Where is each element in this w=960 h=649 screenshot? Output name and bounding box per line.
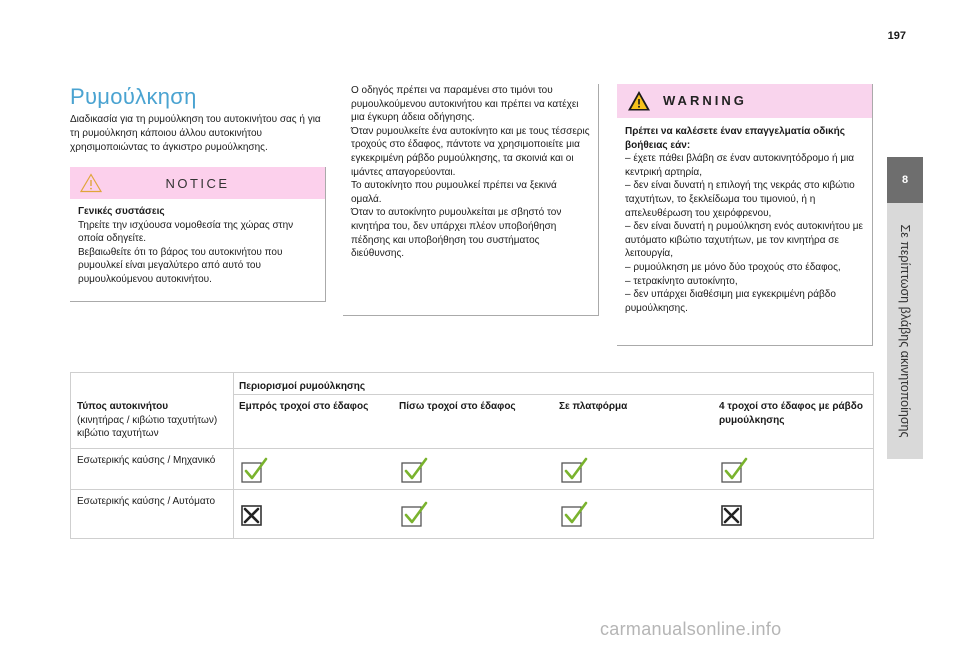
- warning-triangle-icon: [80, 173, 102, 193]
- chapter-tab-label[interactable]: [887, 203, 923, 459]
- warning-item: – δεν υπάρχει διαθέσιμη μια εγκεκριμένη ράβδο ρυμούλκησης.: [625, 289, 836, 314]
- chapter-tab-title: Σε περίπτωση βλάβης ακινητοποίησης: [898, 224, 912, 438]
- instruction-paragraph: Όταν ρυμουλκείτε ένα αυτοκίνητο και με τους τέσσερις τροχούς στο έδαφος, πάντοτε να χρησιμοποιείτε μια εγκεκριμένη ράβδο ρυμούλκησης, τα σκοινιά και οι ιμάντες απαγορεύονται.: [351, 125, 590, 178]
- type-header-title: Τύπος αυτοκινήτου: [77, 401, 169, 412]
- warning-item: – δεν είναι δυνατή η επιλογή της νεκράς στο κιβώτιο ταχυτήτων, το ξεκλείδωμα του τιμονιού, ή η απελευθέρωση του χειρόφρενου,: [625, 180, 855, 219]
- warning-heading: Πρέπει να καλέσετε έναν επαγγελματία οδικής βοήθειας εάν:: [625, 126, 845, 151]
- warning-header: [617, 84, 872, 118]
- instruction-paragraph: Ο οδηγός πρέπει να παραμένει στο τιμόνι του ρυμουλκούμενου αυτοκινήτου και πρέπει να κατέχει μια έγκυρη άδεια οδήγησης.: [351, 85, 579, 124]
- warning-body: [617, 118, 872, 319]
- notice-paragraph-2: Βεβαιωθείτε ότι το βάρος του αυτοκινήτου που ρυμουλκεί είναι μεγαλύτερο από αυτό του ρυμουλκούμενου αυτοκινήτου.: [78, 246, 283, 285]
- chapter-tab-number[interactable]: 8: [887, 157, 923, 203]
- instruction-paragraph: Όταν το αυτοκίνητο ρυμουλκείται με σβηστό τον κινητήρα του, δεν υπάρχει πλέον υποβοήθηση πέδησης και υποβοήθηση του συστήματος διεύθυνσης.: [351, 207, 562, 260]
- warning-triangle-icon: [627, 90, 651, 112]
- towing-instructions: [343, 84, 599, 316]
- warning-header-text: WARNING: [663, 93, 747, 108]
- check-icon: [561, 501, 589, 527]
- page-number: 197: [887, 30, 906, 42]
- cross-icon: [241, 501, 269, 527]
- notice-header: [70, 167, 325, 199]
- section-intro: Διαδικασία για τη ρυμούλκηση του αυτοκινήτου σας ή για τη ρυμούλκηση κάποιου άλλου αυτοκινήτου χρησιμοποιώντας το άγκιστρο ρυμούλκησης.: [70, 114, 321, 153]
- warning-item: – δεν είναι δυνατή η ρυμούλκηση ενός αυτοκινήτου με αυτόματο κιβώτιο ταχυτήτων, με τον κινητήρα σε λειτουργία,: [625, 221, 863, 260]
- table-caption: Περιορισμοί ρυμούλκησης: [239, 381, 366, 392]
- notice-heading: Γενικές συστάσεις: [78, 206, 165, 217]
- check-icon: [401, 457, 429, 483]
- section-title: Ρυμούλκηση: [70, 84, 197, 109]
- type-header: [71, 395, 233, 446]
- notice-header-text: NOTICE: [165, 175, 230, 191]
- notice-paragraph-1: Τηρείτε την ισχύουσα νομοθεσία της χώρας στην οποία οδηγείτε.: [78, 219, 294, 245]
- column-header: Σε πλατφόρμα: [559, 401, 628, 412]
- check-icon: [241, 457, 269, 483]
- notice-box: [70, 167, 326, 302]
- column-header: 4 τροχοί στο έδαφος με ράβδο ρυμούλκησης: [719, 401, 863, 426]
- check-icon: [721, 457, 749, 483]
- notice-body: [70, 199, 325, 291]
- footer-watermark: carmanualsonline.info: [600, 619, 782, 639]
- towing-restrictions-table: [70, 372, 874, 539]
- warning-item: – ρυμούλκηση με μόνο δύο τροχούς στο έδαφος,: [625, 261, 841, 273]
- column-header: Πίσω τροχοί στο έδαφος: [399, 401, 516, 412]
- row-label: Εσωτερικής καύσης / Μηχανικό: [77, 455, 216, 466]
- check-icon: [561, 457, 589, 483]
- check-icon: [401, 501, 429, 527]
- row-label: Εσωτερικής καύσης / Αυτόματο: [77, 496, 216, 507]
- instruction-paragraph: Το αυτοκίνητο που ρυμουλκεί πρέπει να ξεκινά ομαλά.: [351, 180, 557, 205]
- warning-item: – τετρακίνητο αυτοκίνητο,: [625, 275, 738, 287]
- cross-icon: [721, 501, 749, 527]
- column-header: Εμπρός τροχοί στο έδαφος: [239, 401, 369, 412]
- warning-item: – έχετε πάθει βλάβη σε έναν αυτοκινητόδρομο ή μια κεντρική αρτηρία,: [625, 153, 855, 178]
- warning-box: [617, 84, 873, 346]
- type-header-subtitle: (κινητήρας / κιβώτιο ταχυτήτων) κιβώτιο ταχυτήτων: [77, 414, 218, 440]
